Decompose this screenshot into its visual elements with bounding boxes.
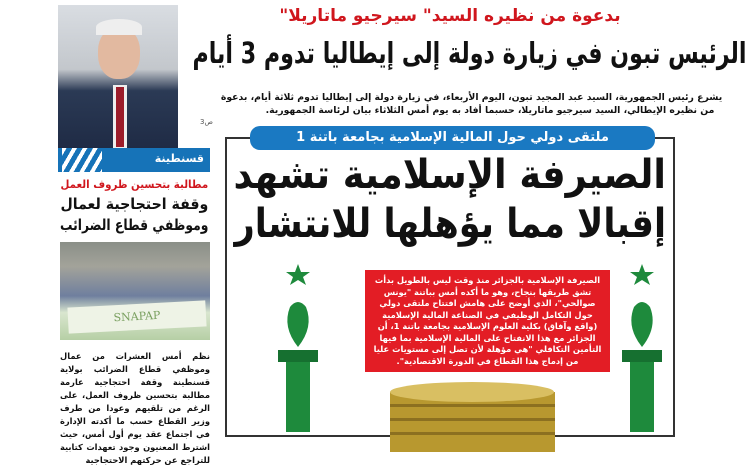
sidebar-body: نظم أمس العشرات من عمال وموظفي قطاع الضرائب بولاية قسنطينة وقفة احتجاجية عارمة مطالبة بتحسين ظروف العمل، على الرغم من تلقيهم وعودا من طرف وزير القطاع حسب ما أكدته الإدارة في اجتماع عقد يوم أول أمس، حيث اشترط المعنيون وجود تعهدات كتابية للتراجع عن حركتهم الاحتجاجية bbox=[60, 351, 210, 465]
main-body-row-1 bbox=[195, 92, 748, 105]
protest-photo bbox=[60, 242, 210, 340]
coin-stack-image bbox=[385, 380, 560, 450]
main-kicker-row bbox=[230, 6, 670, 26]
sidebar-kicker-row bbox=[58, 178, 210, 191]
minaret-left-icon bbox=[268, 262, 328, 432]
page-reference: ص3 bbox=[200, 118, 213, 126]
main-body-row-2 bbox=[232, 105, 748, 118]
feature-kicker-pill bbox=[250, 126, 655, 150]
feature-kicker: ملتقى دولي حول المالية الإسلامية بجامعة باتنة 1 bbox=[296, 130, 609, 145]
sidebar-headline-line-1[interactable]: وقفة احتجاجية لعمال bbox=[60, 195, 208, 213]
sidebar-headline-row-1 bbox=[58, 195, 210, 213]
main-body-line-2: من نظيره الإيطالي، السيد سيرجيو ماتاريلا، حسبما أفاد به يوم أمس الثلاثاء بيان لرئاسة الجمهورية. bbox=[265, 105, 715, 116]
sidebar-headline-row-2 bbox=[58, 216, 210, 234]
feature-headline-row-2 bbox=[232, 201, 668, 247]
sidebar-headline-line-2[interactable]: وموظفي قطاع الضرائب bbox=[59, 216, 209, 234]
feature-headline-line-2[interactable]: إقبالا مما يؤهلها للانتشار bbox=[234, 201, 666, 247]
minaret-right-icon bbox=[612, 262, 672, 432]
main-headline[interactable]: الرئيس تبون في زيارة دولة إلى إيطاليا تدوم 3 أيام bbox=[192, 36, 746, 70]
feature-headline-line-1[interactable]: الصيرفة الإسلامية تشهد bbox=[233, 152, 667, 198]
feature-headline-row-1 bbox=[232, 152, 668, 198]
feature-summary: الصيرفة الإسلامية بالجزائر منذ وقت ليس بالطويل بدأت تشق طريقها بنجاح، وهو ما أكده أمس بباتنة "يونس صوالحي"، الذي أوضح على هامش افتتاح ملتقى دولي حول التكامل الوظيفي في الصناعة المالية الإسلامية (واقع وآفاق) بكلية العلوم الإسلامية بجامعة باتنة 1، أن الجزائر مع هذا الانفتاح على المالية الإسلامية بما فيها التأمين التكافلي "هي مؤهلة لأن تصل إلى مستويات عليا من إدماج هذا القطاع في الدورة الاقتصادية". bbox=[365, 270, 610, 372]
section-label-bar bbox=[58, 148, 210, 172]
main-headline-row bbox=[190, 36, 748, 70]
main-body-line-1: يشرع رئيس الجمهورية، السيد عبد المجيد تبون، اليوم الأربعاء، في زيارة دولة إلى إيطاليا تدوم ثلاثة أيام، بدعوة bbox=[220, 92, 723, 103]
president-photo bbox=[58, 5, 178, 148]
main-kicker: بدعوة من نظيره السيد" سيرجيو ماتاريلا" bbox=[279, 6, 621, 26]
sidebar-kicker: مطالبة بتحسين ظروف العمل bbox=[60, 178, 208, 191]
protest-banner-text: SNAPAP bbox=[67, 300, 206, 333]
stripes-decoration bbox=[62, 148, 102, 172]
section-label: قسنطينة bbox=[154, 152, 204, 165]
